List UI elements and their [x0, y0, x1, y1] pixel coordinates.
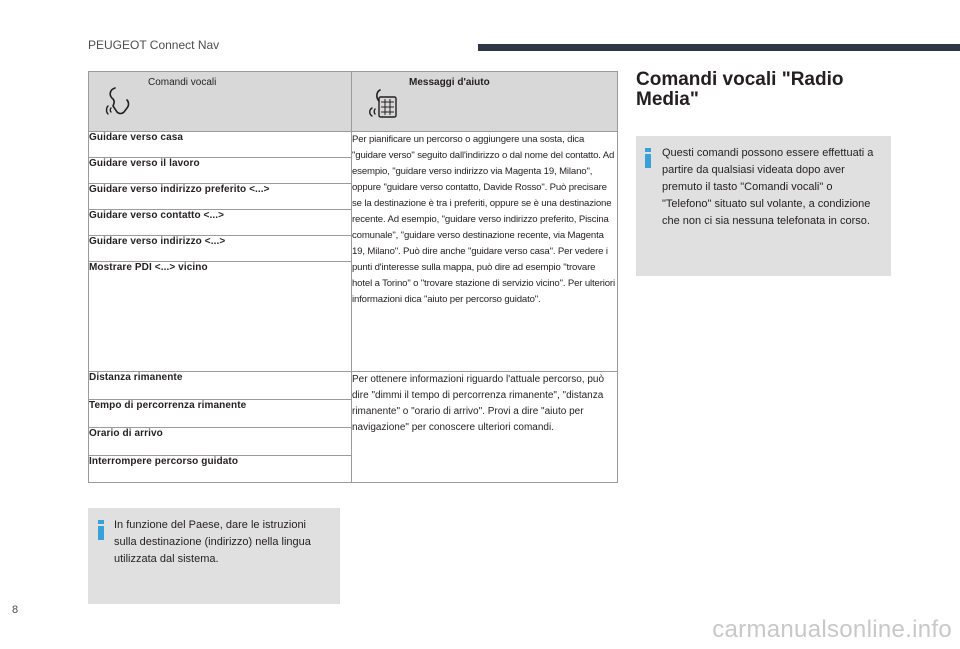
voice-commands-table: [88, 71, 618, 483]
info-note-text: Questi comandi possono essere effettuati a partire da qualsiasi videata dopo aver premuto il tasto "Comandi vocali" o "Telefono" situato sul volante, a condizione che non ci sia nessuna telefonata in corso.: [662, 147, 874, 227]
col-header-commands: [89, 72, 352, 132]
voice-help-keypad-icon: [366, 84, 398, 120]
info-note-destination-language: [88, 508, 340, 604]
command-cell: Guidare verso indirizzo <...>: [89, 236, 352, 262]
col-header-help-label: Messaggi d'aiuto: [409, 77, 490, 88]
command-cell: Tempo di percorrenza rimanente: [89, 400, 352, 428]
section-title: Comandi vocali "Radio Media": [636, 69, 844, 110]
table-row: [89, 372, 618, 400]
command-cell: Orario di arrivo: [89, 428, 352, 456]
command-cell: Mostrare PDI <...> vicino: [89, 262, 352, 372]
col-header-commands-label: Comandi vocali: [148, 77, 217, 88]
header-title: PEUGEOT Connect Nav: [88, 38, 220, 52]
command-cell: Guidare verso casa: [89, 132, 352, 158]
command-cell: Guidare verso indirizzo preferito <...>: [89, 184, 352, 210]
table-header-row: [89, 72, 618, 132]
table-row: [89, 132, 618, 158]
voice-command-icon: [103, 84, 135, 120]
help-cell-navigation: Per pianificare un percorso o aggiungere una sosta, dica "guidare verso" seguito dall'indirizzo o dal nome del contatto. Ad esempio, "guidare verso indirizzo via Magenta 19, Milano", oppure "guidare verso contatto, Davide Rosso". Può precisare se la destinazione è tra i preferiti, oppure se è una destinazione recente. Ad esempio, "guidare verso indirizzo preferito, Piscina comunale", "guidare verso destinazione recente, via Magenta 19, Milano". Può dire anche "guidare verso casa". Per vedere i punti d'interesse sulla mappa, può dire ad esempio "trovare hotel a Torino" o "trovare stazione di servizio vicino". Per ulteriori informazioni dica "aiuto per percorso guidato".: [352, 132, 618, 372]
help-cell-route-info: Per ottenere informazioni riguardo l'attuale percorso, può dire "dimmi il tempo di percorrenza rimanente", "distanza rimanente" o "orario di arrivo". Provi a dire "aiuto per navigazione" per conoscere ulteriori comandi.: [352, 372, 618, 483]
info-note-radio-media: [636, 136, 891, 276]
command-cell: Distanza rimanente: [89, 372, 352, 400]
command-cell: Interrompere percorso guidato: [89, 456, 352, 483]
command-cell: Guidare verso contatto <...>: [89, 210, 352, 236]
watermark: carmanualsonline.info: [712, 616, 952, 643]
header-bar: [478, 44, 960, 51]
col-header-help: [352, 72, 618, 132]
command-cell: Guidare verso il lavoro: [89, 158, 352, 184]
page-number: 8: [12, 604, 19, 616]
info-note-text: In funzione del Paese, dare le istruzioni sulla destinazione (indirizzo) nella lingua utilizzata dal sistema.: [114, 519, 311, 565]
